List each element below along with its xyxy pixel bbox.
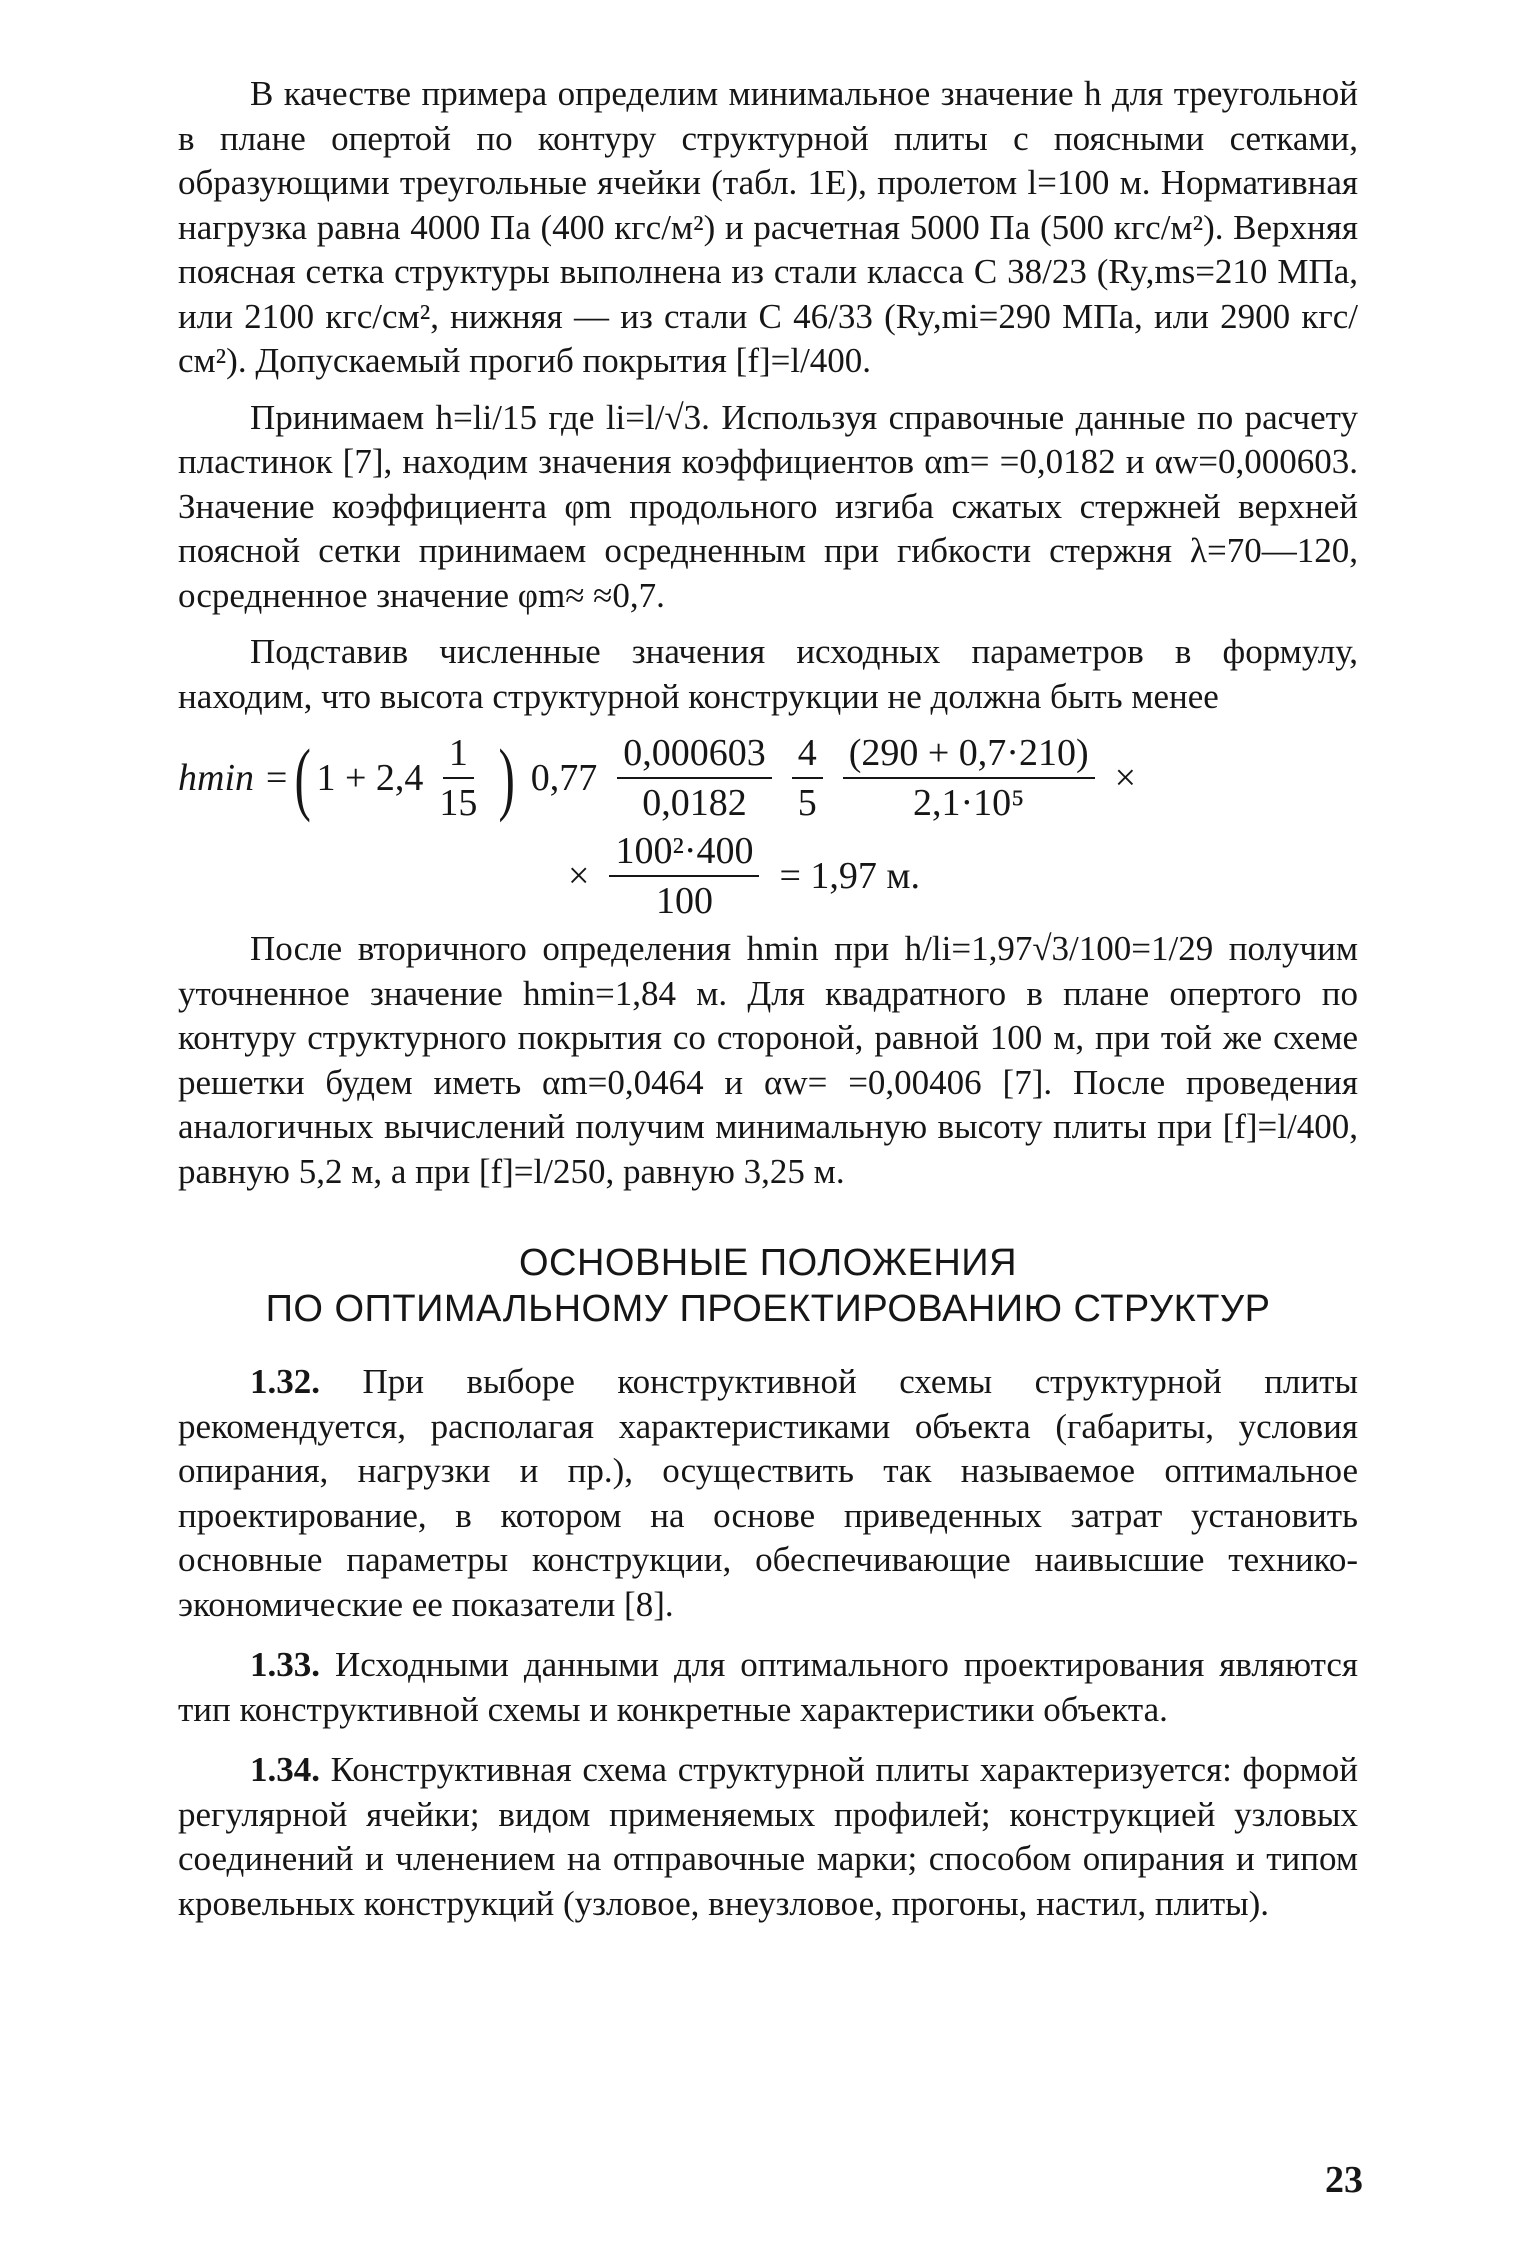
page-body bbox=[178, 72, 1358, 1926]
fraction-numerator: 100²·400 bbox=[609, 831, 759, 877]
fraction-numerator: 1 bbox=[443, 733, 474, 779]
left-paren: ( bbox=[294, 732, 312, 823]
fraction-4-5 bbox=[792, 733, 823, 823]
section-text: Конструктивная схема структурной плиты характеризуется: формой регулярной ячейки; видом применяемых профилей; конструкцией узловых соединений и членением на отправочные марки; способом опирания и типом кровельных конструкций (узловое, внеузловое, прогоны, настил, плиты). bbox=[178, 1750, 1359, 1923]
times-sign: × bbox=[568, 855, 590, 897]
fraction-numerator: 4 bbox=[792, 733, 823, 779]
fraction-span bbox=[609, 831, 759, 921]
section-number: 1.33. bbox=[250, 1645, 320, 1684]
fraction-alpha bbox=[617, 733, 772, 823]
fraction-strength bbox=[843, 733, 1095, 823]
paragraph-coefficients: Принимаем h=li/15 где li=l/√3. Используя справочные данные по расчету пластинок [7], находим значения коэффициентов αm= =0,0182 и αw=0,000603. Значение коэффициента φm продольного изгиба сжатых стержней верхней поясной сетки принимаем осредненным при гибкости стержня λ=70—120, осредненное значение φm≈ ≈0,7. bbox=[178, 397, 1358, 615]
section-number: 1.34. bbox=[250, 1750, 320, 1789]
section-heading bbox=[178, 1240, 1358, 1332]
section-1-32 bbox=[178, 1360, 1358, 1627]
section-1-33 bbox=[178, 1643, 1358, 1732]
heading-line-2: ПО ОПТИМАЛЬНОМУ ПРОЕКТИРОВАНИЮ СТРУКТУР bbox=[265, 1288, 1271, 1330]
formula-line-2 bbox=[178, 831, 1358, 921]
section-number: 1.32. bbox=[250, 1362, 320, 1401]
fraction-denominator: 2,1·10⁵ bbox=[912, 782, 1025, 824]
fraction-denominator: 0,0182 bbox=[642, 782, 747, 824]
formula-lhs: hmin = bbox=[178, 757, 290, 799]
fraction-numerator: (290 + 0,7·210) bbox=[843, 733, 1095, 779]
times-sign: × bbox=[1114, 757, 1137, 799]
paragraph-substitution: Подставив численные значения исходных параметров в формулу, находим, что высота структурной конструкции не должна быть менее bbox=[178, 632, 1358, 716]
fraction-denominator: 5 bbox=[797, 782, 817, 824]
formula-one-plus: 1 + 2,4 bbox=[316, 757, 424, 799]
formula-coef: 0,77 bbox=[530, 757, 598, 799]
section-text: При выборе конструктивной схемы структурной плиты рекомендуется, располагая характеристиками объекта (габариты, условия опирания, нагрузки и пр.), осуществить так называемое оптимальное проектирование, в котором на основе приведенных затрат установить основные параметры конструкции, обеспечивающие наивысшие технико-экономические ее показатели [8]. bbox=[178, 1362, 1358, 1624]
fraction-denominator: 100 bbox=[655, 880, 713, 922]
paragraph-example-intro: В качестве примера определим минимальное значение h для треугольной в плане опертой по контуру структурной плиты с поясными сетками, образующими треугольные ячейки (табл. 1Е), пролетом l=100 м. Нормативная нагрузка равна 4000 Па (400 кгс/м²) и расчетная 5000 Па (500 кгс/м²). Верхняя поясная сетка структуры выполнена из стали класса С 38/23 (Ry,ms=210 МПа, или 2100 кгс/см², нижняя — из стали С 46/33 (Ry,mi=290 МПа, или 2900 кгс/см²). Допускаемый прогиб покрытия [f]=l/400. bbox=[178, 74, 1358, 380]
fraction-numerator: 0,000603 bbox=[617, 733, 772, 779]
section-1-34 bbox=[178, 1748, 1358, 1926]
fraction-1-15 bbox=[433, 733, 483, 823]
formula-line-1 bbox=[178, 733, 1358, 823]
formula-result: = 1,97 м. bbox=[779, 855, 920, 897]
section-text: Исходными данными для оптимального проектирования являются тип конструктивной схемы и конкретные характеристики объекта. bbox=[178, 1645, 1359, 1729]
heading-line-1: ОСНОВНЫЕ ПОЛОЖЕНИЯ bbox=[518, 1242, 1018, 1284]
right-paren: ) bbox=[498, 732, 516, 823]
paragraph-refinement: После вторичного определения hmin при h/li=1,97√3/100=1/29 получим уточненное значение hmin=1,84 м. Для квадратного в плане опертого по контуру структурного покрытия со стороной, равной 100 м, при той же схеме решетки будем иметь αm=0,0464 и αw= =0,00406 [7]. После проведения аналогичных вычислений получим минимальную высоту плиты при [f]=l/400, равную 5,2 м, а при [f]=l/250, равную 3,25 м. bbox=[178, 929, 1358, 1191]
fraction-denominator: 15 bbox=[439, 782, 478, 824]
formula-hmin bbox=[178, 733, 1358, 921]
page-number: 23 bbox=[1325, 2159, 1363, 2201]
